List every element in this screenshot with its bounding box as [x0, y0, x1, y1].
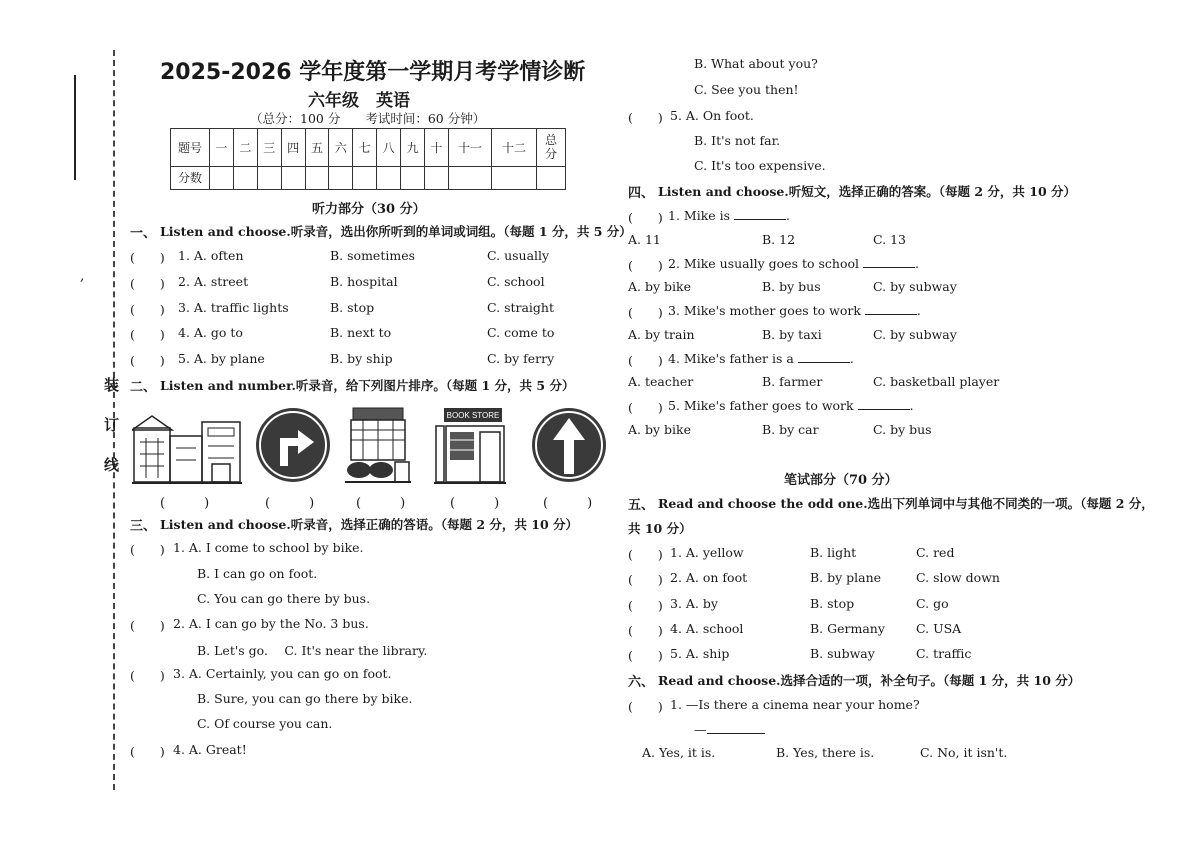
sec3-q3-paren[interactable]: ( ) — [130, 668, 165, 683]
sec3-q3-a: 3. A. Certainly, you can go on foot. — [173, 666, 392, 681]
score-cell: 三 — [257, 129, 281, 167]
listening-header: 听力部分（30 分） — [312, 202, 426, 217]
score-input-cell[interactable] — [281, 166, 305, 189]
sec1-q4-b: B. next to — [330, 325, 392, 340]
bookstore-image — [434, 406, 506, 484]
sec4-q4-paren[interactable]: ( ) — [628, 353, 663, 368]
sec3-q4-paren[interactable]: ( ) — [130, 744, 165, 759]
sec4-q1-question: 1. Mike is . — [668, 208, 791, 223]
sec3-q1-c: C. You can go there by bus. — [197, 591, 371, 606]
sec5-q3-b: B. stop — [810, 596, 855, 611]
sec4-q2-text: 2. Mike usually goes to school — [668, 256, 859, 271]
sec6-title: Read and choose.选择合适的一项，补全句子。（每题 1 分，共 10 分） — [658, 673, 1081, 688]
sec1-q2-a: 2. A. street — [178, 274, 249, 289]
sec6-q1-blank[interactable] — [707, 733, 765, 734]
sec4-title: Listen and choose.听短文，选择正确的答案。（每题 2 分，共 10 分） — [658, 184, 1076, 199]
sec5-q5-b: B. subway — [810, 646, 875, 661]
score-cell: 二 — [233, 129, 257, 167]
sec3-q5-b: B. It's not far. — [694, 133, 781, 148]
sec3-number: 三、 — [130, 519, 157, 534]
sec2-answer-5[interactable]: ( ) — [543, 496, 593, 511]
exam-info: （总分：100 分 考试时间：60 分钟） — [250, 111, 486, 126]
score-input-cell[interactable] — [401, 166, 425, 189]
sec1-q4-a: 4. A. go to — [178, 325, 243, 340]
sec5-q2-paren[interactable]: ( ) — [628, 572, 663, 587]
sec5-q1-a: 1. A. yellow — [670, 545, 744, 560]
sec1-q5-paren[interactable]: ( ) — [130, 353, 165, 368]
sec4-q1-a: A. 11 — [628, 232, 661, 247]
exam-subtitle: 六年级 英语 — [308, 91, 410, 111]
sec4-q2-a: A. by bike — [628, 279, 691, 294]
turn-right-sign-image — [254, 406, 332, 484]
sec5-q5-c: C. traffic — [916, 646, 972, 661]
writing-header: 笔试部分（70 分） — [784, 473, 898, 488]
sec6-q1-answer-line — [694, 722, 765, 737]
sec5-q4-paren[interactable]: ( ) — [628, 623, 663, 638]
binding-mark-top — [74, 75, 76, 180]
sec5-q3-paren[interactable]: ( ) — [628, 598, 663, 613]
score-input-cell[interactable] — [537, 166, 566, 189]
shop-building-image — [345, 404, 411, 484]
sec1-title: Listen and choose.听录音，选出你所听到的单词或词组。（每题 1 分，共 5 分） — [160, 224, 632, 239]
exam-title: 2025-2026 学年度第一学期月考学情诊断 — [160, 60, 586, 85]
score-cell: 七 — [353, 129, 377, 167]
score-cell: 总 分 — [537, 129, 566, 167]
sec3-q2-bc: B. Let's go. C. It's near the library. — [197, 643, 428, 658]
sec3-title: Listen and choose.听录音，选择正确的答语。（每题 2 分，共 10 分） — [160, 517, 578, 532]
sec1-q3-c: C. straight — [487, 300, 555, 315]
sec1-q1-b: B. sometimes — [330, 248, 416, 263]
sec4-q3-a: A. by train — [628, 327, 695, 342]
sec4-q5-blank[interactable] — [858, 409, 910, 410]
sec3-q1-b: B. I can go on foot. — [197, 566, 318, 581]
score-input-cell[interactable] — [305, 166, 329, 189]
sec6-q1-dash: — — [694, 722, 707, 737]
sec4-q3-question: 3. Mike's mother goes to work . — [668, 303, 921, 318]
sec2-title: Listen and number.听录音，给下列图片排序。（每题 1 分，共 5 分） — [160, 378, 575, 393]
sec4-q2-c: C. by subway — [873, 279, 957, 294]
sec5-title-cont: 共 10 分） — [628, 521, 692, 536]
sec5-q4-b: B. Germany — [810, 621, 885, 636]
score-table-score-row — [171, 166, 566, 189]
sec5-q1-b: B. light — [810, 545, 857, 560]
sec3-q3-c: C. Of course you can. — [197, 716, 333, 731]
sec1-q2-paren[interactable]: ( ) — [130, 276, 165, 291]
sec5-title: Read and choose the odd one.选出下列单词中与其他不同类的一项。（每题 2 分， — [658, 496, 1154, 511]
sec2-number: 二、 — [130, 380, 157, 395]
score-table — [170, 128, 566, 190]
sec4-q4-question: 4. Mike's father is a . — [668, 351, 854, 366]
sec5-number: 五、 — [628, 498, 655, 513]
sec3-q5-a: 5. A. On foot. — [670, 108, 754, 123]
sec4-q3-b: B. by taxi — [762, 327, 822, 342]
sec4-q4-c: C. basketball player — [873, 374, 1000, 389]
sec2-answer-1[interactable]: ( ) — [160, 496, 210, 511]
score-cell: 十一 — [449, 129, 492, 167]
sec6-number: 六、 — [628, 675, 655, 690]
sec5-q1-c: C. red — [916, 545, 955, 560]
score-input-cell[interactable] — [233, 166, 257, 189]
score-cell: 四 — [281, 129, 305, 167]
sec3-q1-paren[interactable]: ( ) — [130, 542, 165, 557]
score-cell: 八 — [377, 129, 401, 167]
score-input-cell[interactable] — [449, 166, 492, 189]
sec3-q4-c: C. See you then! — [694, 82, 799, 97]
sec4-q1-blank[interactable] — [734, 219, 786, 220]
sec1-q1-a: 1. A. often — [178, 248, 244, 263]
school-building-image — [132, 408, 242, 484]
score-cell: 六 — [329, 129, 353, 167]
sec4-q3-text: 3. Mike's mother goes to work — [668, 303, 861, 318]
sec4-q1-c: C. 13 — [873, 232, 906, 247]
sec4-q5-b: B. by car — [762, 422, 819, 437]
sec4-q2-b: B. by bus — [762, 279, 821, 294]
sec3-q3-b: B. Sure, you can go there by bike. — [197, 691, 413, 706]
score-input-cell[interactable] — [257, 166, 281, 189]
sec6-q1-paren[interactable]: ( ) — [628, 699, 663, 714]
sec3-q4-a: 4. A. Great! — [173, 742, 247, 757]
score-input-cell[interactable] — [377, 166, 401, 189]
sec4-q4-blank[interactable] — [798, 362, 850, 363]
sec4-q5-paren[interactable]: ( ) — [628, 400, 663, 415]
sec4-q5-c: C. by bus — [873, 422, 932, 437]
score-cell: 一 — [210, 129, 234, 167]
sec1-q5-c: C. by ferry — [487, 351, 555, 366]
sec3-q5-c: C. It's too expensive. — [694, 158, 826, 173]
sec5-q4-c: C. USA — [916, 621, 962, 636]
score-cell: 题号 — [171, 129, 210, 167]
binding-dot: , — [80, 268, 85, 284]
sec2-answer-4[interactable]: ( ) — [450, 496, 500, 511]
sec4-q5-question: 5. Mike's father goes to work . — [668, 398, 914, 413]
sec1-q1-c: C. usually — [487, 248, 550, 263]
sec4-q1-paren[interactable]: ( ) — [628, 210, 663, 225]
sec4-q2-blank[interactable] — [863, 267, 915, 268]
sec5-q1-paren[interactable]: ( ) — [628, 547, 663, 562]
sec3-q2-a: 2. A. I can go by the No. 3 bus. — [173, 616, 369, 631]
binding-char-xian: 线 — [104, 456, 120, 474]
sec3-q2-paren[interactable]: ( ) — [130, 618, 165, 633]
sec1-q3-a: 3. A. traffic lights — [178, 300, 289, 315]
binding-char-zhuang: 装 — [104, 376, 120, 394]
score-cell: 九 — [401, 129, 425, 167]
sec1-q4-c: C. come to — [487, 325, 555, 340]
sec4-q5-a: A. by bike — [628, 422, 691, 437]
sec1-q2-c: C. school — [487, 274, 545, 289]
sec5-q2-b: B. by plane — [810, 570, 882, 585]
sec2-answer-2[interactable]: ( ) — [265, 496, 315, 511]
sec3-q1-a: 1. A. I come to school by bike. — [173, 540, 364, 555]
sec4-q1-b: B. 12 — [762, 232, 796, 247]
sec1-q2-b: B. hospital — [330, 274, 398, 289]
sec3-q5-paren[interactable]: ( ) — [628, 110, 663, 125]
sec6-q1-b: B. Yes, there is. — [776, 745, 875, 760]
score-cell: 十二 — [492, 129, 537, 167]
sec5-q5-paren[interactable]: ( ) — [628, 648, 663, 663]
sec1-q3-paren[interactable]: ( ) — [130, 302, 165, 317]
sec6-q1-question: 1. —Is there a cinema near your home? — [670, 697, 920, 712]
sec6-q1-a: A. Yes, it is. — [642, 745, 716, 760]
sec4-q2-question: 2. Mike usually goes to school . — [668, 256, 919, 271]
sec5-q2-a: 2. A. on foot — [670, 570, 748, 585]
sec1-q1-paren[interactable]: ( ) — [130, 250, 165, 265]
sec4-q4-b: B. farmer — [762, 374, 823, 389]
go-straight-sign-image — [530, 406, 608, 484]
sec1-q4-paren[interactable]: ( ) — [130, 327, 165, 342]
score-input-cell[interactable] — [492, 166, 537, 189]
sec1-number: 一、 — [130, 226, 157, 241]
sec5-q3-a: 3. A. by — [670, 596, 718, 611]
score-input-cell[interactable] — [353, 166, 377, 189]
sec5-q2-c: C. slow down — [916, 570, 1000, 585]
sec4-q4-a: A. teacher — [628, 374, 694, 389]
score-cell: 分数 — [171, 166, 210, 189]
score-input-cell[interactable] — [329, 166, 353, 189]
sec1-q5-a: 5. A. by plane — [178, 351, 265, 366]
sec4-q1-text: 1. Mike is — [668, 208, 731, 223]
sec4-q3-c: C. by subway — [873, 327, 957, 342]
sec4-q3-blank[interactable] — [865, 314, 917, 315]
sec2-answer-3[interactable]: ( ) — [356, 496, 406, 511]
sec4-number: 四、 — [628, 186, 655, 201]
sec4-q2-paren[interactable]: ( ) — [628, 258, 663, 273]
sec1-q5-b: B. by ship — [330, 351, 393, 366]
sec1-q3-b: B. stop — [330, 300, 375, 315]
sec6-q1-c: C. No, it isn't. — [920, 745, 1008, 760]
sec5-q3-c: C. go — [916, 596, 949, 611]
score-input-cell[interactable] — [425, 166, 449, 189]
bookstore-sign-text: BOOK STORE — [446, 411, 500, 420]
score-cell: 十 — [425, 129, 449, 167]
sec5-q5-a: 5. A. ship — [670, 646, 730, 661]
binding-char-ding: 订 — [104, 416, 120, 434]
sec4-q5-text: 5. Mike's father goes to work — [668, 398, 854, 413]
sec4-q3-paren[interactable]: ( ) — [628, 305, 663, 320]
sec3-q4-b: B. What about you? — [694, 56, 818, 71]
sec5-q4-a: 4. A. school — [670, 621, 744, 636]
sec4-q4-text: 4. Mike's father is a — [668, 351, 794, 366]
score-cell: 五 — [305, 129, 329, 167]
score-input-cell[interactable] — [210, 166, 234, 189]
score-table-header-row — [171, 129, 566, 167]
